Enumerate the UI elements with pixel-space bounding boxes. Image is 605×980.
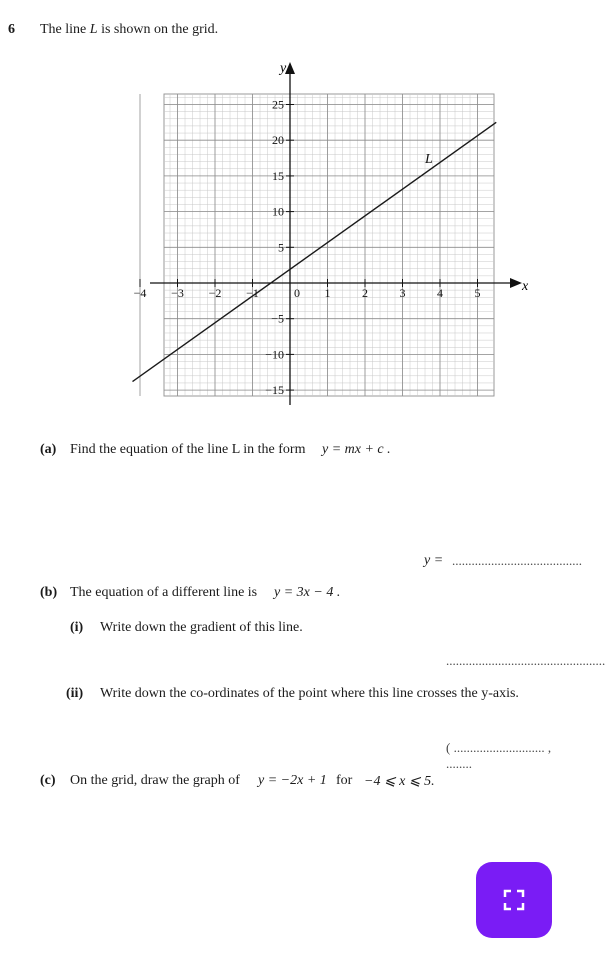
y-axis-arrow xyxy=(285,62,295,74)
x-tick-label: 4 xyxy=(437,286,443,300)
grid-border xyxy=(164,94,494,396)
x-tick-label: −1 xyxy=(246,286,259,300)
part-b-i-text: Write down the gradient of this line. xyxy=(100,620,303,635)
part-c-label: (c) xyxy=(40,773,56,788)
y-tick-label: 20 xyxy=(272,133,284,148)
part-c-range: −4 ⩽ x ⩽ 5. xyxy=(364,774,435,789)
x-tick-label: 5 xyxy=(474,286,481,300)
part-a-answer-prefix: y = xyxy=(424,553,444,568)
part-a-answer-line[interactable]: ........................................ xyxy=(452,553,582,568)
part-b-i-answer-line[interactable]: ................................................. xyxy=(446,653,605,668)
x-tick-label: 3 xyxy=(399,286,406,300)
line-graph xyxy=(0,0,575,420)
part-c-range-word: for xyxy=(336,773,353,788)
part-a-formula: y = mx + c . xyxy=(322,442,391,457)
part-b-i-label: (i) xyxy=(70,620,84,635)
y-tick-label: 10 xyxy=(272,204,284,219)
x-tick-label: −3 xyxy=(171,286,184,300)
part-b-text: The equation of a different line is xyxy=(70,585,258,600)
origin-label: 0 xyxy=(294,286,300,300)
y-axis-label: y xyxy=(280,61,287,76)
part-b-ii-answer-line[interactable]: ( ............................ , ........ xyxy=(446,740,552,771)
y-tick-label: 15 xyxy=(272,168,284,183)
part-a-label: (a) xyxy=(40,442,57,457)
y-tick-label: 25 xyxy=(272,97,284,112)
part-b-ii-label: (ii) xyxy=(66,686,84,701)
expand-button[interactable] xyxy=(476,862,552,938)
part-b-formula: y = 3x − 4 . xyxy=(274,585,341,600)
part-b-label: (b) xyxy=(40,585,58,600)
y-tick-label: 5 xyxy=(278,240,284,255)
x-tick-label: 2 xyxy=(362,286,368,300)
part-c-formula: y = −2x + 1 xyxy=(258,773,327,788)
x-tick-label: −4 xyxy=(133,286,147,300)
question-intro-pre: The line xyxy=(40,22,90,37)
expand-icon xyxy=(502,888,526,912)
line-L-label: L xyxy=(425,152,433,167)
x-axis-label: x xyxy=(522,279,529,294)
question-intro-post: is shown on the grid. xyxy=(97,22,219,37)
y-tick-label: −10 xyxy=(265,347,284,362)
x-axis-arrow xyxy=(510,278,522,288)
y-tick-label: −15 xyxy=(265,383,284,398)
part-b-ii-text: Write down the co-ordinates of the point where this line crosses the y-axis. xyxy=(100,686,519,701)
x-tick-label: 1 xyxy=(324,286,331,300)
question-number: 6 xyxy=(8,22,15,37)
question-intro-var: L xyxy=(89,22,98,37)
part-a-text: Find the equation of the line L in the form xyxy=(70,442,306,457)
y-tick-label: −5 xyxy=(271,311,284,326)
part-c-text: On the grid, draw the graph of xyxy=(70,773,240,788)
x-tick-label: −2 xyxy=(208,286,222,300)
